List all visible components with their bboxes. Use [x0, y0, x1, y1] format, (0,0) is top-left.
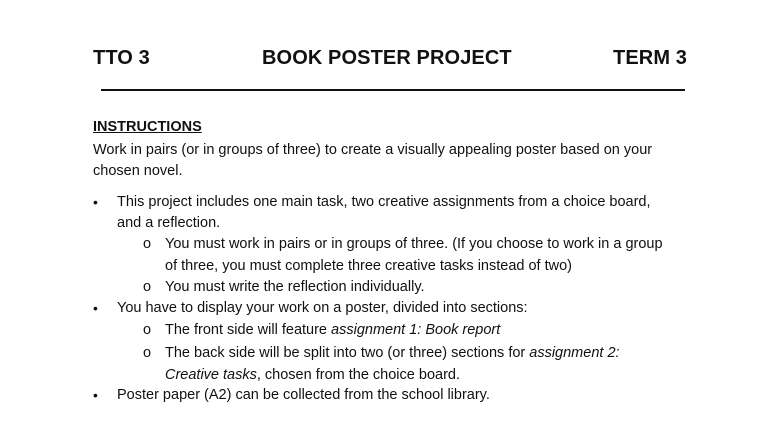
bullet-marker: • [93, 300, 98, 316]
document-page [93, 0, 693, 441]
sub-bullet-text [165, 319, 675, 341]
sub-bullet-prefix: The back side will be split into two (or three) sections for [165, 345, 530, 361]
sub-bullet-marker: o [143, 322, 152, 338]
sub-bullet-italic: assignment 1: Book report [331, 322, 501, 338]
instructions-intro: Work in pairs (or in groups of three) to create a visually appealing poster based on your chosen novel. [93, 142, 653, 179]
header-class-code: TTO 3 [93, 47, 150, 69]
instructions-heading: INSTRUCTIONS [93, 119, 202, 135]
sub-bullet-text [165, 342, 675, 386]
sub-bullet-suffix: , chosen from the choice board. [256, 367, 460, 383]
bullet-text: Poster paper (A2) can be collected from the school library. [117, 387, 490, 403]
bullet-marker: • [93, 194, 98, 210]
sub-bullet-marker: o [143, 279, 152, 295]
sub-bullet-italic: assignment 2: Creative tasks [165, 345, 620, 383]
sub-bullet-text: You must work in pairs or in groups of three. (If you choose to work in a group of three, you must complete three creative tasks instead of two) [165, 236, 663, 274]
header-term: TERM 3 [613, 47, 687, 69]
header-divider-line [101, 89, 685, 91]
sub-bullet-marker: o [143, 345, 152, 361]
bullet-text: This project includes one main task, two creative assignments from a choice board, and a reflection. [117, 194, 651, 231]
sub-bullet-marker: o [143, 236, 152, 252]
header-project-title: BOOK POSTER PROJECT [262, 47, 512, 69]
bullet-text: You have to display your work on a poster, divided into sections: [117, 300, 528, 316]
sub-bullet-prefix: The front side will feature [165, 322, 332, 338]
sub-bullet-text: You must write the reflection individually. [165, 279, 425, 295]
bullet-marker: • [93, 387, 98, 403]
document-header [93, 47, 690, 73]
